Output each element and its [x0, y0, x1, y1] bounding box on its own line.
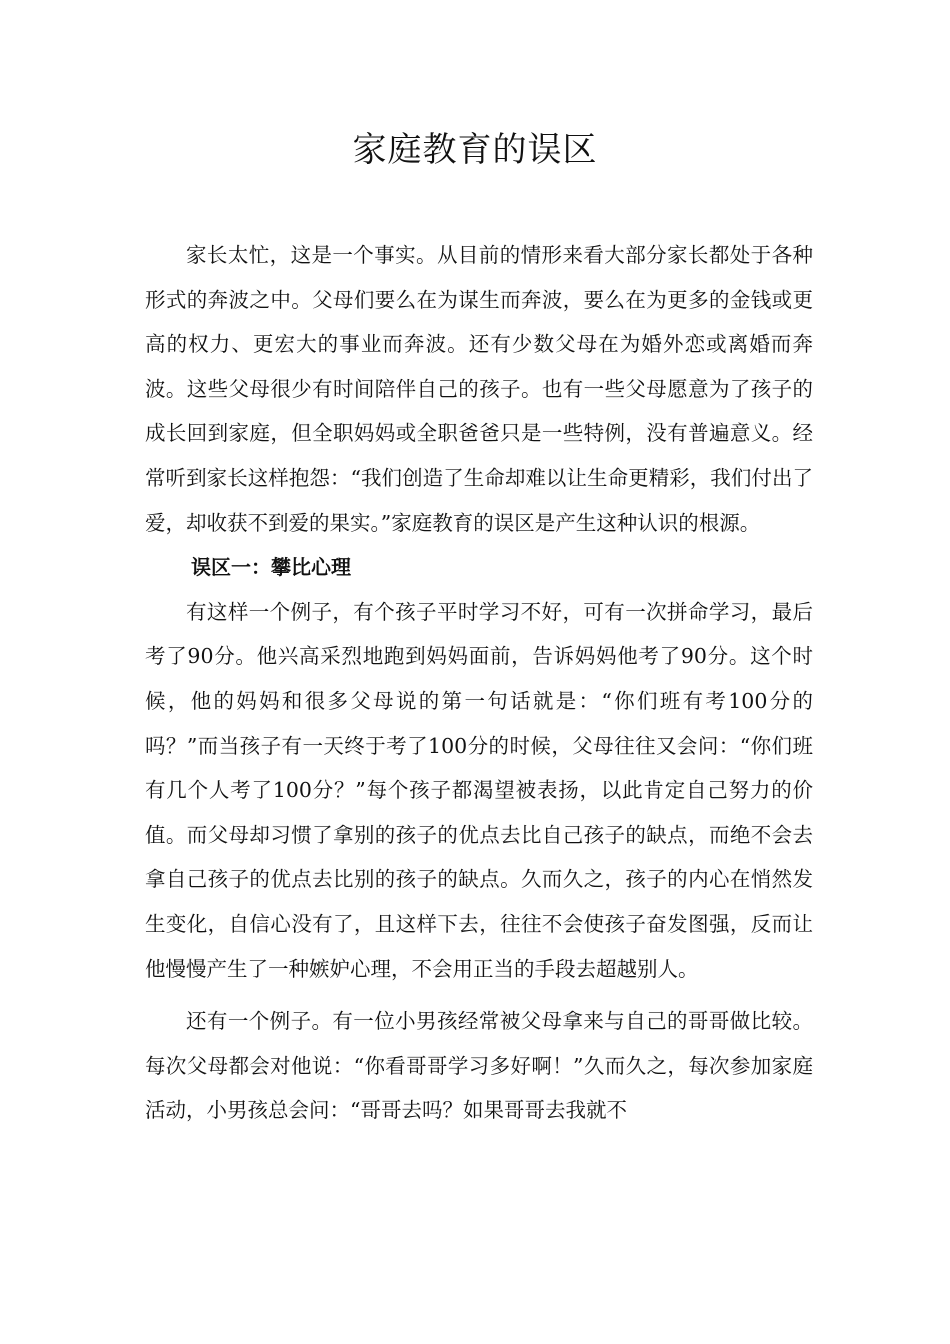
- document-body: [145, 233, 813, 1133]
- section-heading: 误区一：攀比心理: [191, 555, 351, 580]
- paragraph-example-two: 还有一个例子。有一位小男孩经常被父母拿来与自己的哥哥做比较。每次父母都会对他说：“你看哥哥学习多好啊！”久而久之，每次参加家庭活动，小男孩总会问：“哥哥去吗？如果哥哥去我就不: [145, 1009, 813, 1123]
- paragraph-intro: 家长太忙，这是一个事实。从目前的情形来看大部分家长都处于各种形式的奔波之中。父母们要么在为谋生而奔波，要么在为更多的金钱或更高的权力、更宏大的事业而奔波。还有少数父母在为婚外恋或离婚而奔波。这些父母很少有时间陪伴自己的孩子。也有一些父母愿意为了孩子的成长回到家庭，但全职妈妈或全职爸爸只是一些特例，没有普遍意义。经常听到家长这样抱怨：“我们创造了生命却难以让生命更精彩，我们付出了爱，却收获不到爱的果实。”家庭教育的误区是产生这种认识的根源。: [145, 243, 813, 535]
- paragraph-spacer: [145, 991, 813, 999]
- document-title: 家庭教育的误区: [352, 130, 598, 170]
- paragraph-example-one: 有这样一个例子，有个孩子平时学习不好，可有一次拼命学习，最后考了90分。他兴高采烈地跑到妈妈面前，告诉妈妈他考了90分。这个时候，他的妈妈和很多父母说的第一句话就是：“你们班有考100分的吗？”而当孩子有一天终于考了100分的时候，父母往往又会问：“你们班有几个人考了100分？”每个孩子都渴望被表扬，以此肯定自己努力的价值。而父母却习惯了拿别的孩子的优点去比自己孩子的缺点，而绝不会去拿自己孩子的优点去比别的孩子的缺点。久而久之，孩子的内心在悄然发生变化，自信心没有了，且这样下去，往往不会使孩子奋发图强，反而让他慢慢产生了一种嫉妒心理，不会用正当的手段去超越别人。: [145, 599, 813, 981]
